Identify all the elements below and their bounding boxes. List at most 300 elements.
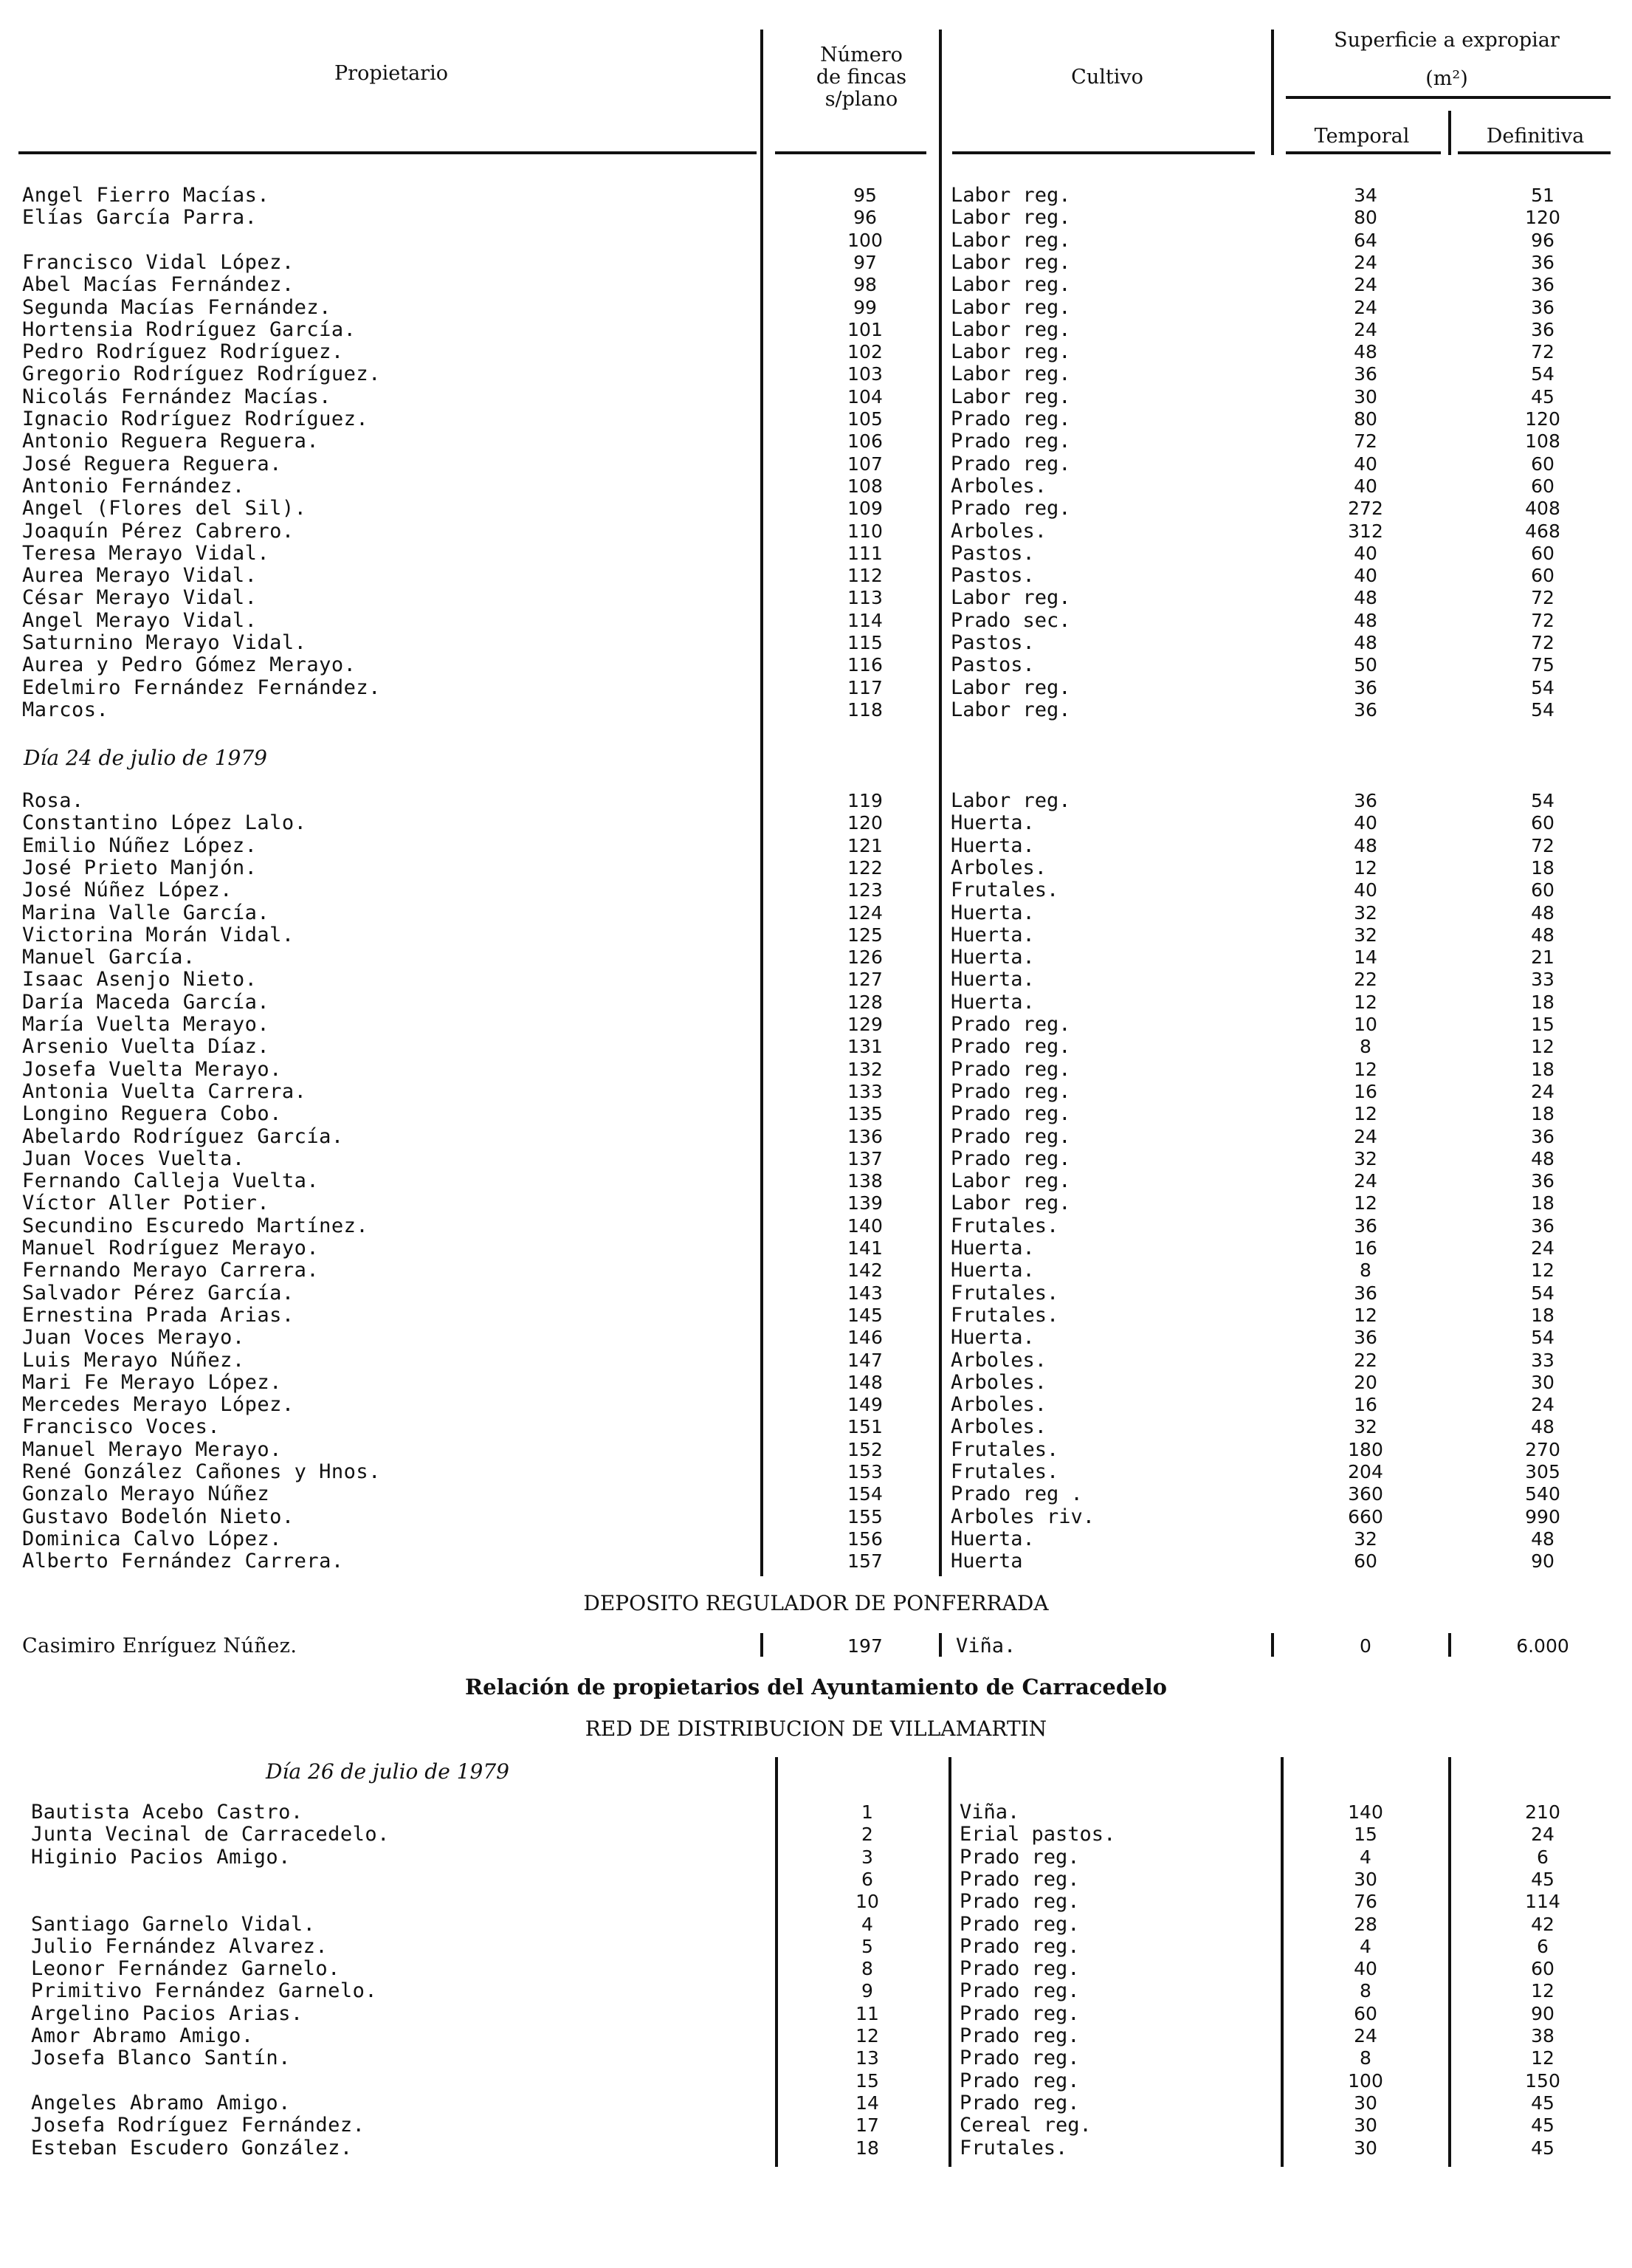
propietario-cell: José Reguera Reguera. xyxy=(22,452,282,475)
propietario-cell: Antonio Reguera Reguera. xyxy=(22,430,320,453)
header-rule-cult xyxy=(952,151,1255,154)
cultivo-cell: Labor reg. xyxy=(951,1169,1071,1193)
temporal-cell: 16 xyxy=(1354,1394,1377,1416)
propietario-cell: Angeles Abramo Amigo. xyxy=(31,2091,291,2114)
temporal-cell: 360 xyxy=(1348,1483,1383,1505)
temporal-cell: 30 xyxy=(1354,1868,1377,1890)
cultivo-cell: Prado reg. xyxy=(951,430,1071,453)
header-numero-line-3: s/plano xyxy=(824,88,898,111)
finca-cell: 8 xyxy=(861,1958,873,1980)
temporal-cell: 12 xyxy=(1354,991,1377,1013)
temporal-cell: 4 xyxy=(1360,1935,1371,1957)
definitiva-cell: 54 xyxy=(1531,698,1554,721)
table-row xyxy=(0,1439,1632,1461)
temporal-cell: 30 xyxy=(1354,2114,1377,2137)
finca-cell: 127 xyxy=(847,969,883,991)
temporal-cell: 40 xyxy=(1354,542,1377,564)
finca-cell: 137 xyxy=(847,1147,883,1169)
definitiva-cell: 150 xyxy=(1525,2069,1560,2092)
propietario-cell: Argelino Pacios Arias. xyxy=(31,2001,303,2025)
cultivo-cell: Labor reg. xyxy=(951,317,1071,341)
table-row xyxy=(0,475,1632,498)
definitiva-cell: 18 xyxy=(1531,1304,1554,1326)
propietario-cell: Daría Maceda García. xyxy=(22,990,270,1014)
finca-cell: 12 xyxy=(855,2025,879,2047)
cultivo-cell: Viña. xyxy=(960,1801,1020,1824)
cultivo-cell: Prado reg. xyxy=(951,408,1071,430)
definitiva-cell: 114 xyxy=(1525,1891,1560,1913)
definitiva-cell: 33 xyxy=(1531,1349,1554,1371)
table-row xyxy=(0,1506,1632,1528)
propietario-cell: Manuel García. xyxy=(22,946,196,969)
cultivo-cell: Huerta. xyxy=(951,1237,1035,1260)
col-rule-3-header xyxy=(1271,30,1274,155)
cultivo-cell: Frutales. xyxy=(951,879,1059,902)
table-row xyxy=(0,565,1632,587)
propietario-cell: Josefa Blanco Santín. xyxy=(31,2047,291,2070)
header-rule-num xyxy=(775,151,926,154)
table-row xyxy=(0,2092,1632,2114)
cultivo-cell: Huerta. xyxy=(951,946,1035,969)
definitiva-cell: 18 xyxy=(1531,991,1554,1013)
definitiva-cell: 36 xyxy=(1531,251,1554,273)
finca-cell: 18 xyxy=(855,2137,879,2159)
cultivo-cell: Arboles. xyxy=(951,1348,1047,1372)
cultivo-cell: Prado reg. xyxy=(960,2001,1080,2025)
table-row xyxy=(0,2025,1632,2047)
definitiva-cell: 18 xyxy=(1531,1058,1554,1080)
temporal-cell: 180 xyxy=(1348,1438,1383,1460)
definitiva-cell: 120 xyxy=(1525,408,1560,430)
cultivo-cell: Viña. xyxy=(956,1635,1016,1657)
definitiva-cell: 45 xyxy=(1531,2092,1554,2114)
finca-cell: 119 xyxy=(847,790,883,811)
definitiva-cell: 60 xyxy=(1531,812,1554,834)
cultivo-cell: Prado reg. xyxy=(960,1890,1080,1914)
propietario-cell: Salvador Pérez García. xyxy=(22,1281,295,1305)
finca-cell: 156 xyxy=(847,1528,883,1550)
propietario-cell: Alberto Fernández Carrera. xyxy=(22,1550,344,1573)
propietario-cell: Ignacio Rodríguez Rodríguez. xyxy=(22,408,369,430)
table-row xyxy=(0,1192,1632,1214)
temporal-cell: 24 xyxy=(1354,2025,1377,2047)
propietario-cell: Gustavo Bodelón Nieto. xyxy=(22,1505,295,1528)
cultivo-cell: Arboles. xyxy=(951,1393,1047,1417)
definitiva-cell: 48 xyxy=(1531,1528,1554,1550)
definitiva-cell: 75 xyxy=(1531,654,1554,676)
propietario-cell: Ernestina Prada Arias. xyxy=(22,1303,295,1327)
table-row xyxy=(0,1305,1632,1327)
finca-cell: 105 xyxy=(847,408,883,430)
deposito-title: DEPOSITO REGULADOR DE PONFERRADA xyxy=(583,1591,1049,1615)
temporal-cell: 8 xyxy=(1360,1980,1371,2002)
finca-cell: 138 xyxy=(847,1170,883,1192)
temporal-cell: 20 xyxy=(1354,1371,1377,1393)
cultivo-cell: Frutales. xyxy=(951,1460,1059,1483)
temporal-cell: 40 xyxy=(1354,475,1377,497)
propietario-cell: René González Cañones y Hnos. xyxy=(22,1460,381,1483)
temporal-cell: 12 xyxy=(1354,1058,1377,1080)
temporal-cell: 36 xyxy=(1354,790,1377,811)
definitiva-cell: 270 xyxy=(1525,1438,1560,1460)
propietario-cell: Pedro Rodríguez Rodríguez. xyxy=(22,340,344,364)
header-cultivo: Cultivo xyxy=(1071,66,1143,89)
table-row xyxy=(0,699,1632,721)
definitiva-cell: 12 xyxy=(1531,2047,1554,2069)
propietario-cell: Rosa. xyxy=(22,789,84,812)
propietario-cell: Longino Reguera Cobo. xyxy=(22,1102,282,1126)
propietario-cell: Aurea Merayo Vidal. xyxy=(22,564,258,588)
propietario-cell: Angel Fierro Macías. xyxy=(22,184,270,207)
cultivo-cell: Labor reg. xyxy=(951,586,1071,610)
propietario-cell: Víctor Aller Potier. xyxy=(22,1192,270,1215)
temporal-cell: 660 xyxy=(1348,1505,1383,1528)
cultivo-cell: Prado reg. xyxy=(951,1102,1071,1126)
definitiva-cell: 36 xyxy=(1531,274,1554,296)
definitiva-cell: 54 xyxy=(1531,790,1554,811)
definitiva-cell: 540 xyxy=(1525,1483,1560,1505)
table-row xyxy=(0,1059,1632,1081)
finca-cell: 131 xyxy=(847,1036,883,1058)
cultivo-cell: Prado reg. xyxy=(951,452,1071,475)
finca-cell: 102 xyxy=(847,341,883,363)
definitiva-cell: 60 xyxy=(1531,542,1554,564)
temporal-cell: 24 xyxy=(1354,1170,1377,1192)
propietario-cell: Nicolás Fernández Macías. xyxy=(22,385,331,408)
temporal-cell: 4 xyxy=(1360,1846,1371,1868)
definitiva-cell: 48 xyxy=(1531,1147,1554,1169)
definitiva-cell: 12 xyxy=(1531,1260,1554,1282)
temporal-cell: 72 xyxy=(1354,430,1377,453)
temporal-cell: 80 xyxy=(1354,408,1377,430)
cultivo-cell: Huerta. xyxy=(951,901,1035,924)
definitiva-cell: 51 xyxy=(1531,185,1554,206)
cultivo-cell: Prado sec. xyxy=(951,608,1071,632)
deposito-row xyxy=(0,1635,1632,1657)
table-row xyxy=(0,610,1632,632)
definitiva-cell: 24 xyxy=(1531,1080,1554,1102)
finca-cell: 98 xyxy=(853,274,877,296)
cultivo-cell: Labor reg. xyxy=(951,340,1071,364)
definitiva-cell: 24 xyxy=(1531,1824,1554,1846)
finca-cell: 128 xyxy=(847,991,883,1013)
temporal-cell: 8 xyxy=(1360,2047,1371,2069)
finca-cell: 145 xyxy=(847,1304,883,1326)
propietario-cell: María Vuelta Merayo. xyxy=(22,1013,270,1036)
temporal-cell: 8 xyxy=(1360,1036,1371,1058)
temporal-cell: 12 xyxy=(1354,1192,1377,1214)
definitiva-cell: 45 xyxy=(1531,2114,1554,2137)
temporal-cell: 30 xyxy=(1354,2137,1377,2159)
cultivo-cell: Erial pastos. xyxy=(960,1823,1116,1846)
finca-cell: 121 xyxy=(847,834,883,856)
definitiva-cell: 90 xyxy=(1531,1550,1554,1573)
propietario-cell: Santiago Garnelo Vidal. xyxy=(31,1912,316,1936)
finca-cell: 143 xyxy=(847,1282,883,1304)
definitiva-cell: 72 xyxy=(1531,834,1554,856)
definitiva-cell: 408 xyxy=(1525,498,1560,520)
finca-cell: 4 xyxy=(861,1913,873,1935)
cultivo-cell: Cereal reg. xyxy=(960,2114,1092,2137)
temporal-cell: 28 xyxy=(1354,1913,1377,1935)
cultivo-cell: Pastos. xyxy=(951,564,1035,588)
propietario-cell: Teresa Merayo Vidal. xyxy=(22,541,270,565)
temporal-cell: 32 xyxy=(1354,1147,1377,1169)
cultivo-cell: Labor reg. xyxy=(951,698,1071,721)
definitiva-cell: 48 xyxy=(1531,924,1554,946)
propietario-cell: Mari Fe Merayo López. xyxy=(22,1370,282,1394)
table-row xyxy=(0,1958,1632,1980)
cultivo-cell: Prado reg. xyxy=(960,2091,1080,2114)
cultivo-cell: Prado reg. xyxy=(960,1845,1080,1869)
finca-cell: 95 xyxy=(853,185,877,206)
table-row xyxy=(0,1148,1632,1170)
definitiva-cell: 36 xyxy=(1531,1125,1554,1147)
table-row xyxy=(0,341,1632,363)
propietario-cell: Antonio Fernández. xyxy=(22,474,245,498)
definitiva-cell: 36 xyxy=(1531,1170,1554,1192)
definitiva-cell: 33 xyxy=(1531,969,1554,991)
finca-cell: 141 xyxy=(847,1237,883,1259)
finca-cell: 100 xyxy=(847,229,883,251)
finca-cell: 142 xyxy=(847,1260,883,1282)
propietario-cell: Amor Abramo Amigo. xyxy=(31,2024,254,2047)
cultivo-cell: Arboles. xyxy=(951,519,1047,543)
table-row xyxy=(0,2047,1632,2069)
cultivo-cell: Labor reg. xyxy=(951,1192,1071,1215)
temporal-cell: 140 xyxy=(1348,1801,1383,1823)
temporal-cell: 76 xyxy=(1354,1891,1377,1913)
temporal-cell: 32 xyxy=(1354,1528,1377,1550)
cultivo-cell: Arboles. xyxy=(951,856,1047,879)
finca-cell: 97 xyxy=(853,251,877,273)
propietario-cell: Josefa Vuelta Merayo. xyxy=(22,1057,282,1081)
temporal-cell: 0 xyxy=(1360,1635,1371,1657)
temporal-cell: 40 xyxy=(1354,565,1377,587)
table-row xyxy=(0,654,1632,676)
table-row xyxy=(0,430,1632,453)
propietario-cell: Bautista Acebo Castro. xyxy=(31,1801,303,1824)
definitiva-cell: 36 xyxy=(1531,296,1554,318)
definitiva-cell: 48 xyxy=(1531,901,1554,924)
finca-cell: 197 xyxy=(847,1635,883,1657)
definitiva-cell: 6.000 xyxy=(1516,1635,1569,1657)
temporal-cell: 24 xyxy=(1354,296,1377,318)
cultivo-cell: Frutales. xyxy=(951,1214,1059,1237)
finca-cell: 10 xyxy=(855,1891,879,1913)
temporal-cell: 36 xyxy=(1354,698,1377,721)
cultivo-cell: Arboles. xyxy=(951,1415,1047,1439)
temporal-cell: 204 xyxy=(1348,1461,1383,1482)
cultivo-cell: Frutales. xyxy=(951,1281,1059,1305)
propietario-cell: Angel Merayo Vidal. xyxy=(22,608,258,632)
finca-cell: 2 xyxy=(861,1824,873,1846)
propietario-cell: Primitivo Fernández Garnelo. xyxy=(31,1979,378,2003)
temporal-cell: 312 xyxy=(1348,520,1383,542)
table-row xyxy=(0,2114,1632,2137)
temporal-cell: 36 xyxy=(1354,1327,1377,1349)
date-heading-2: Día 26 de julio de 1979 xyxy=(266,1759,509,1784)
finca-cell: 120 xyxy=(847,812,883,834)
temporal-cell: 14 xyxy=(1354,946,1377,969)
finca-cell: 114 xyxy=(847,609,883,631)
finca-cell: 126 xyxy=(847,946,883,969)
cultivo-cell: Labor reg. xyxy=(951,385,1071,408)
cultivo-cell: Frutales. xyxy=(951,1303,1059,1327)
propietario-cell: Fernando Merayo Carrera. xyxy=(22,1259,320,1282)
propietario-cell: Marina Valle García. xyxy=(22,901,270,924)
temporal-cell: 36 xyxy=(1354,1282,1377,1304)
table-row xyxy=(0,2137,1632,2159)
temporal-cell: 36 xyxy=(1354,676,1377,698)
red-title: RED DE DISTRIBUCION DE VILLAMARTIN xyxy=(585,1717,1047,1741)
temporal-cell: 32 xyxy=(1354,901,1377,924)
table-row xyxy=(0,1237,1632,1260)
cultivo-cell: Labor reg. xyxy=(951,250,1071,274)
col-rule-2-header xyxy=(939,30,942,155)
finca-cell: 157 xyxy=(847,1550,883,1573)
finca-cell: 9 xyxy=(861,1980,873,2002)
finca-cell: 17 xyxy=(855,2114,879,2137)
temporal-cell: 40 xyxy=(1354,453,1377,475)
finca-cell: 109 xyxy=(847,498,883,520)
propietario-cell: Manuel Rodríguez Merayo. xyxy=(22,1237,320,1260)
table-row xyxy=(0,1126,1632,1148)
propietario-cell: Angel (Flores del Sil). xyxy=(22,497,307,520)
cultivo-cell: Prado reg. xyxy=(960,1979,1080,2003)
finca-cell: 118 xyxy=(847,698,883,721)
table-row xyxy=(0,1824,1632,1846)
table-row xyxy=(0,453,1632,475)
table-row xyxy=(0,319,1632,341)
temporal-cell: 8 xyxy=(1360,1260,1371,1282)
definitiva-cell: 24 xyxy=(1531,1394,1554,1416)
relacion-title: Relación de propietarios del Ayuntamiento de Carracedelo xyxy=(465,1674,1167,1700)
finca-cell: 139 xyxy=(847,1192,883,1214)
propietario-cell: Mercedes Merayo López. xyxy=(22,1393,295,1417)
definitiva-cell: 18 xyxy=(1531,856,1554,879)
finca-cell: 96 xyxy=(853,207,877,229)
deposito-rule-2 xyxy=(939,1633,942,1657)
cultivo-cell: Prado reg. xyxy=(960,2024,1080,2047)
table-row xyxy=(0,363,1632,385)
cultivo-cell: Prado reg. xyxy=(960,1934,1080,1958)
cultivo-cell: Prado reg. xyxy=(960,1957,1080,1981)
table-row xyxy=(0,1914,1632,1936)
finca-cell: 148 xyxy=(847,1371,883,1393)
table-row xyxy=(0,632,1632,654)
cultivo-cell: Huerta. xyxy=(951,1527,1035,1550)
cultivo-cell: Huerta xyxy=(951,1550,1023,1573)
cultivo-cell: Prado reg. xyxy=(960,1912,1080,1936)
temporal-cell: 32 xyxy=(1354,1416,1377,1438)
cultivo-cell: Pastos. xyxy=(951,653,1035,677)
definitiva-cell: 468 xyxy=(1525,520,1560,542)
finca-cell: 149 xyxy=(847,1394,883,1416)
definitiva-cell: 72 xyxy=(1531,632,1554,653)
definitiva-cell: 54 xyxy=(1531,1327,1554,1349)
finca-cell: 115 xyxy=(847,632,883,653)
finca-cell: 3 xyxy=(861,1846,873,1868)
table-row xyxy=(0,857,1632,879)
table-row xyxy=(0,1215,1632,1237)
propietario-cell: Gonzalo Merayo Núñez xyxy=(22,1482,270,1506)
deposito-rule-3 xyxy=(1271,1633,1274,1657)
table-row xyxy=(0,902,1632,924)
table-row xyxy=(0,2070,1632,2092)
definitiva-cell: 120 xyxy=(1525,207,1560,229)
finca-cell: 123 xyxy=(847,879,883,901)
finca-cell: 136 xyxy=(847,1125,883,1147)
temporal-cell: 48 xyxy=(1354,341,1377,363)
header-unit: (m²) xyxy=(1425,67,1468,90)
definitiva-cell: 24 xyxy=(1531,1237,1554,1259)
cultivo-cell: Prado reg. xyxy=(960,1867,1080,1891)
cultivo-cell: Huerta. xyxy=(951,1326,1035,1350)
cultivo-cell: Labor reg. xyxy=(951,273,1071,297)
propietario-cell: César Merayo Vidal. xyxy=(22,586,258,610)
temporal-cell: 64 xyxy=(1354,229,1377,251)
table-row xyxy=(0,1846,1632,1869)
table-row xyxy=(0,1980,1632,2002)
deposito-rule-4 xyxy=(1448,1633,1451,1657)
table-row xyxy=(0,1483,1632,1505)
definitiva-cell: 72 xyxy=(1531,341,1554,363)
header-propietario: Propietario xyxy=(334,62,448,85)
finca-cell: 154 xyxy=(847,1483,883,1505)
table-row xyxy=(0,1014,1632,1036)
table-row xyxy=(0,1936,1632,1958)
cultivo-cell: Huerta. xyxy=(951,968,1035,992)
temporal-cell: 40 xyxy=(1354,1958,1377,1980)
definitiva-cell: 18 xyxy=(1531,1103,1554,1125)
temporal-cell: 34 xyxy=(1354,185,1377,206)
cultivo-cell: Labor reg. xyxy=(951,789,1071,812)
table-row xyxy=(0,1394,1632,1416)
finca-cell: 111 xyxy=(847,542,883,564)
finca-cell: 1 xyxy=(861,1801,873,1823)
temporal-cell: 36 xyxy=(1354,1214,1377,1237)
table-row xyxy=(0,408,1632,430)
definitiva-cell: 108 xyxy=(1525,430,1560,453)
cultivo-cell: Labor reg. xyxy=(951,228,1071,252)
header-numero-line-2: de fincas xyxy=(816,66,907,89)
cultivo-cell: Huerta. xyxy=(951,811,1035,835)
temporal-cell: 48 xyxy=(1354,632,1377,653)
propietario-cell: Isaac Asenjo Nieto. xyxy=(22,968,258,992)
cultivo-cell: Prado reg. xyxy=(951,1035,1071,1059)
temporal-cell: 12 xyxy=(1354,1304,1377,1326)
finca-cell: 116 xyxy=(847,654,883,676)
propietario-cell: Saturnino Merayo Vidal. xyxy=(22,631,307,654)
definitiva-cell: 15 xyxy=(1531,1014,1554,1035)
cultivo-cell: Pastos. xyxy=(951,541,1035,565)
table-row xyxy=(0,498,1632,520)
cultivo-cell: Prado reg. xyxy=(951,1057,1071,1081)
propietario-cell: Arsenio Vuelta Díaz. xyxy=(22,1035,270,1059)
definitiva-cell: 305 xyxy=(1525,1461,1560,1482)
definitiva-cell: 45 xyxy=(1531,2137,1554,2159)
table-row xyxy=(0,924,1632,946)
propietario-cell: Secundino Escuredo Martínez. xyxy=(22,1214,369,1237)
table-row xyxy=(0,1081,1632,1103)
definitiva-cell: 36 xyxy=(1531,318,1554,340)
cultivo-cell: Labor reg. xyxy=(951,206,1071,230)
propietario-cell: Francisco Vidal López. xyxy=(22,250,295,274)
cultivo-cell: Prado reg. xyxy=(951,1079,1071,1103)
finca-cell: 103 xyxy=(847,363,883,385)
temporal-cell: 40 xyxy=(1354,879,1377,901)
